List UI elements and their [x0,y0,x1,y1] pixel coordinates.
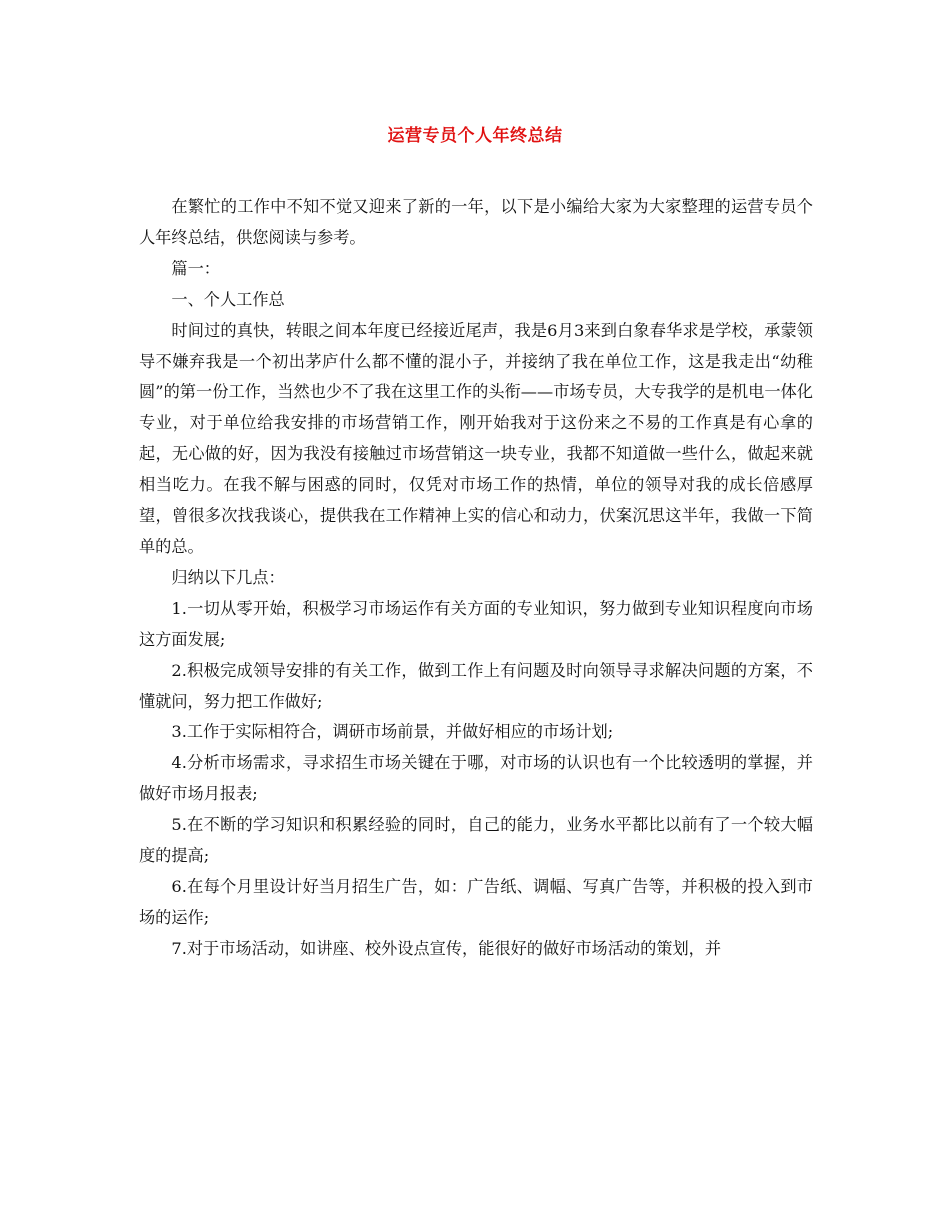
list-item: 4.分析市场需求，寻求招生市场关键在于哪，对市场的认识也有一个比较透明的掌握，并做好市场月报表; [139,753,813,804]
list-item: 5.在不断的学习知识和积累经验的同时，自己的能力，业务水平都比以前有了一个较大幅度的提高; [139,815,813,866]
document-body [139,192,813,965]
subsection-heading: 一、个人工作总 [171,289,285,309]
list-intro: 归纳以下几点： [171,567,285,587]
list-item: 6.在每个月里设计好当月招生广告，如：广告纸、调幅、写真广告等，并积极的投入到市场的运作; [139,876,813,927]
section-heading: 篇一： [171,258,220,278]
body-paragraph: 时间过的真快，转眼之间本年度已经接近尾声，我是6月3来到白象春华求是学校，承蒙领导不嫌弃我是一个初出茅庐什么都不懂的混小子，并接纳了我在单位工作，这是我走出“幼稚圆”的第一份工作，当然也少不了我在这里工作的头衔——市场专员，大专我学的是机电一体化专业，对于单位给我安排的市场营销工作，刚开始我对于这份来之不易的工作真是有心拿的起，无心做的好，因为我没有接触过市场营销这一块专业，我都不知道做一些什么，做起来就相当吃力。在我不解与困惑的同时，仅凭对市场工作的热情，单位的领导对我的成长倍感厚望，曾很多次找我谈心，提供我在工作精神上实的信心和动力，伏案沉思这半年，我做一下简单的总。 [139,320,813,556]
document-title: 运营专员个人年终总结 [387,126,563,146]
list-item: 3.工作于实际相符合，调研市场前景，并做好相应的市场计划; [171,722,614,742]
list-item: 1.一切从零开始，积极学习市场运作有关方面的专业知识，努力做到专业知识程度向市场这方面发展; [139,598,813,649]
list-item: 2.积极完成领导安排的有关工作，做到工作上有问题及时向领导寻求解决问题的方案，不懂就问，努力把工作做好; [139,660,813,711]
list-item: 7.对于市场活动，如讲座、校外设点宣传，能很好的做好市场活动的策划，并 [171,938,722,958]
intro-paragraph: 在繁忙的工作中不知不觉又迎来了新的一年，以下是小编给大家为大家整理的运营专员个人年终总结，供您阅读与参考。 [139,197,813,247]
